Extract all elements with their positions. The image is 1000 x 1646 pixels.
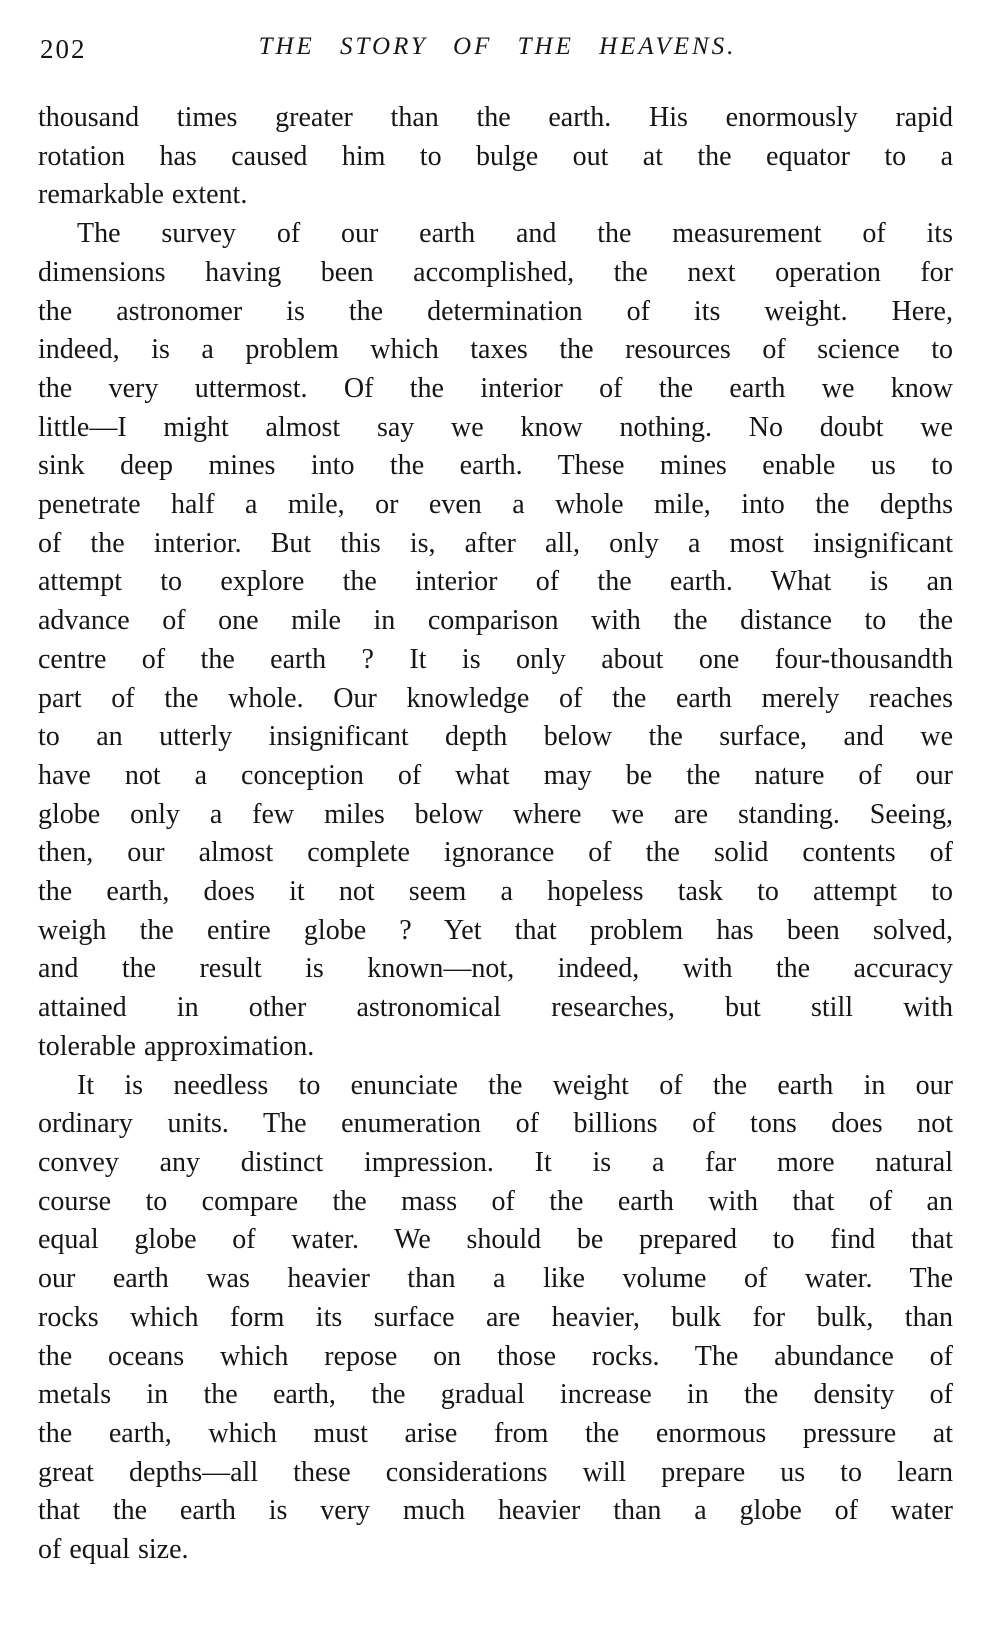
text-line: It is needless to enunciate the weight of the earth in our [77,1069,953,1101]
text-line: the earth, which must arise from the enormous pressure at [38,1417,953,1449]
text-line: great depths—all these considerations will prepare us to learn [38,1456,953,1488]
text-line: part of the whole. Our knowledge of the earth merely reaches [38,682,953,714]
paragraph [38,1067,953,1570]
text-line: dimensions having been accomplished, the next operation for [38,256,953,288]
text-line: equal globe of water. We should be prepared to find that [38,1224,953,1256]
page-number: 202 [40,34,87,64]
text-line: of the interior. But this is, after all, only a most insignificant [38,527,953,559]
text-line: attained in other astronomical researches, but still with [38,992,953,1024]
text-line: the astronomer is the determination of its weight. Here, [38,295,953,327]
page-header [40,31,955,65]
text-line: rotation has caused him to bulge out at the equator to a [38,140,953,172]
text-line: sink deep mines into the earth. These mines enable us to [38,450,953,482]
text-line: of equal size. [38,1534,189,1566]
text-line: course to compare the mass of the earth with that of an [38,1185,953,1217]
text-line: the very uttermost. Of the interior of the earth we know [38,372,953,404]
text-line: little—I might almost say we know nothing. No doubt we [38,411,953,443]
text-line: remarkable extent. [38,179,248,211]
text-line: and the result is known—not, indeed, with the accuracy [38,953,953,985]
text-line: thousand times greater than the earth. His enormously rapid [38,102,953,133]
text-line: have not a conception of what may be the nature of our [38,759,953,791]
text-line: the oceans which repose on those rocks. The abundance of [38,1340,953,1372]
text-line: attempt to explore the interior of the earth. What is an [38,566,953,598]
text-line: metals in the earth, the gradual increase in the density of [38,1379,953,1411]
text-line: rocks which form its surface are heavier, bulk for bulk, than [38,1301,953,1333]
text-line: to an utterly insignificant depth below the surface, and we [38,721,953,753]
text-line: that the earth is very much heavier than a globe of water [38,1495,953,1527]
text-line: our earth was heavier than a like volume of water. The [38,1263,953,1295]
text-line: ordinary units. The enumeration of billions of tons does not [38,1108,953,1140]
text-line: tolerable approximation. [38,1030,315,1062]
text-line: The survey of our earth and the measurement of its [77,218,953,250]
text-line: convey any distinct impression. It is a far more natural [38,1146,953,1178]
text-line: advance of one mile in comparison with the distance to the [38,605,953,637]
text-line: penetrate half a mile, or even a whole mile, into the depths [38,489,953,521]
text-line: indeed, is a problem which taxes the resources of science to [38,334,953,366]
paragraph [38,215,953,1066]
text-line: then, our almost complete ignorance of the solid contents of [38,837,953,869]
text-line: centre of the earth ? It is only about one four-thousandth [38,643,953,675]
text-line: weigh the entire globe ? Yet that problem has been solved, [38,914,953,946]
text-line: globe only a few miles below where we are standing. Seeing, [38,798,953,830]
body-text [38,99,953,1570]
text-line: the earth, does it not seem a hopeless task to attempt to [38,876,953,908]
running-head: THE STORY OF THE HEAVENS. [258,33,737,60]
paragraph [38,99,953,215]
